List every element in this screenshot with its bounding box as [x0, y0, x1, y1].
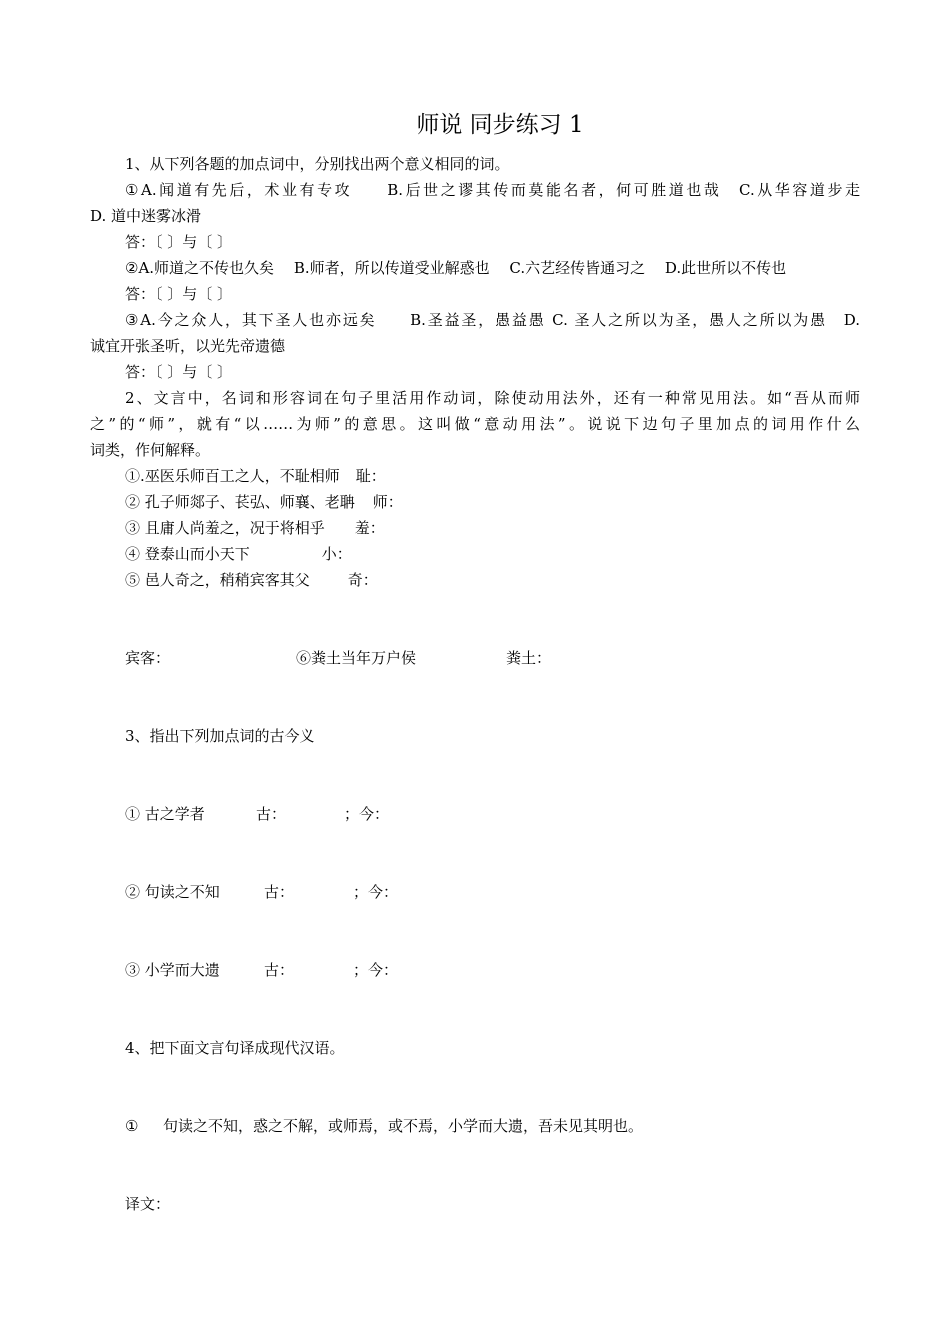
q2-stem-line3: 词类，作何解释。	[90, 441, 211, 459]
q4-item-number: ①	[125, 1117, 139, 1135]
q3-item-3-gu: 古：	[264, 961, 295, 979]
q3-item-1-jin: ；今：	[344, 805, 390, 823]
q2-item-sentence: ⑤ 邑人奇之，稍稍宾客其父	[125, 571, 310, 589]
q2-item-sentence: ② 孔子师郯子、苌弘、师襄、老聃	[125, 493, 355, 511]
page-title: 师说 同步练习 1	[416, 112, 584, 138]
q1-group1-line2: D. 道中迷雾冰滑	[90, 207, 202, 225]
q2-item-word: 小：	[321, 545, 352, 563]
q3-stem: 3、指出下列加点词的古今义	[125, 727, 315, 745]
q2-item-word: 奇：	[347, 571, 378, 589]
q2-item-6-sentence: ⑥粪土当年万户侯	[296, 649, 417, 667]
q2-binke-label: 宾客：	[125, 649, 171, 667]
q4-translation-label: 译文：	[125, 1195, 171, 1213]
q2-item-sentence: ①.巫医乐师百工之人，不耻相师	[125, 467, 340, 485]
q3-item-2-jin: ；今：	[353, 883, 399, 901]
q2-item-5	[125, 570, 378, 590]
q2-item-word: 耻：	[355, 467, 386, 485]
q4-sentence: 句读之不知，惑之不解，或师焉，或不焉，小学而大遗，吾未见其明也。	[163, 1117, 644, 1135]
q4-stem: 4、把下面文言句译成现代汉语。	[125, 1039, 345, 1057]
q1-answer-3: 答：〔 〕与〔 〕	[125, 363, 233, 381]
q2-item-sentence: ③ 且庸人尚羞之，况于将相乎	[125, 519, 325, 537]
q2-item-6-word: 粪土：	[506, 649, 552, 667]
q1-group2-line1: ②A.师道之不传也久矣 B.师者，所以传道受业解惑也 C.六艺经传皆通习之 D.此世所以不传也	[125, 259, 787, 277]
q2-item-word: 羞：	[354, 519, 385, 537]
q3-item-2-phrase: ② 句读之不知	[125, 883, 220, 901]
q1-group1-line1: ①A.闻道有先后，术业有专攻 B.后世之谬其传而莫能名者，何可胜道也哉 C.从华容道步走	[125, 181, 860, 199]
q3-item-3-jin: ；今：	[353, 961, 399, 979]
q2-item-1	[125, 466, 386, 486]
q3-item-1-phrase: ① 古之学者	[125, 805, 205, 823]
q1-answer-1: 答：〔 〕与〔 〕	[125, 233, 233, 251]
q2-stem-line1: 2、文言中，名词和形容词在句子里活用作动词，除使动用法外，还有一种常见用法。如“吾从而师	[125, 389, 860, 407]
q2-item-3	[125, 518, 385, 538]
q1-stem: 1、从下列各题的加点词中，分别找出两个意义相同的词。	[125, 155, 510, 173]
q2-item-4	[125, 544, 352, 564]
q3-item-2-gu: 古：	[264, 883, 295, 901]
q2-item-sentence: ④ 登泰山而小天下	[125, 545, 250, 563]
q1-group3-line1: ③A.今之众人，其下圣人也亦远矣 B.圣益圣，愚益愚 C. 圣人之所以为圣，愚人之所以为愚 D.	[125, 311, 860, 329]
q3-item-1-gu: 古：	[256, 805, 287, 823]
q3-item-3-phrase: ③ 小学而大遗	[125, 961, 220, 979]
q2-item-word: 师：	[372, 493, 403, 511]
q1-group3-line2: 诚宜开张圣听，以光先帝遗德	[90, 337, 286, 355]
q1-answer-2: 答：〔 〕与〔 〕	[125, 285, 233, 303]
q2-item-2	[125, 492, 403, 512]
q2-stem-line2: 之”的“师”，就有“以……为师”的意思。这叫做“意动用法”。说说下边句子里加点的词用作什么	[90, 415, 860, 433]
